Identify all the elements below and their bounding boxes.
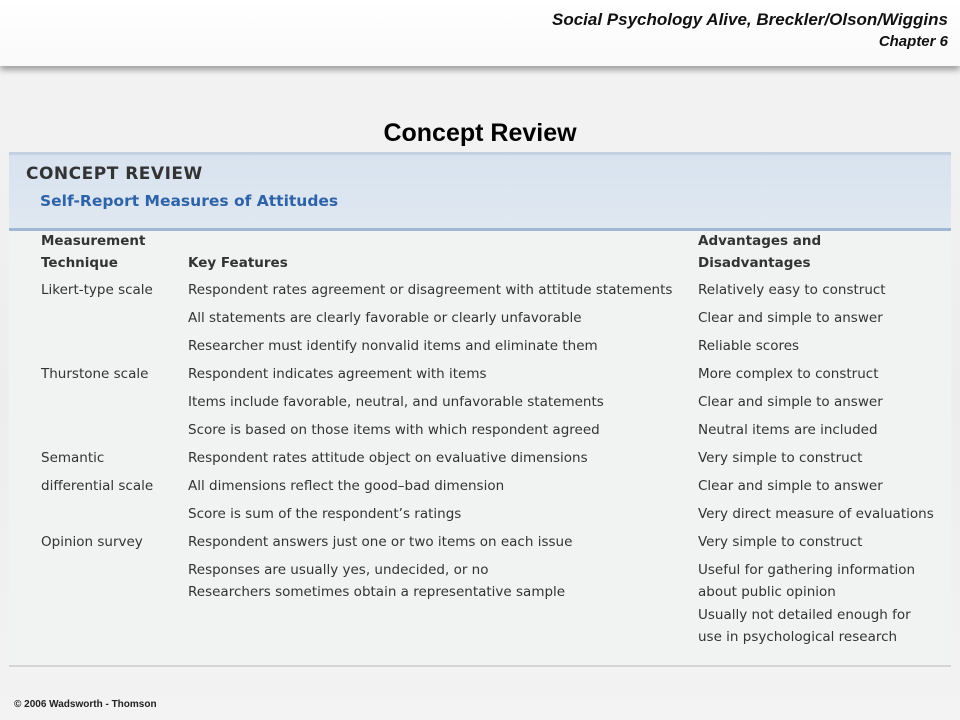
column-header-advantages-line2: Disadvantages bbox=[698, 255, 811, 271]
technique-cell: differential scale bbox=[41, 478, 154, 494]
panel-subheading: Self-Report Measures of Attitudes bbox=[40, 192, 339, 210]
feature-cell: Responses are usually yes, undecided, or no bbox=[188, 562, 489, 578]
advantage-cell: Clear and simple to answer bbox=[698, 310, 883, 326]
footer-divider bbox=[9, 665, 951, 667]
advantage-cell: Usually not detailed enough for bbox=[698, 607, 911, 623]
technique-cell: Likert-type scale bbox=[41, 282, 153, 298]
technique-cell: Thurstone scale bbox=[41, 366, 149, 382]
column-header-advantages bbox=[698, 230, 821, 274]
feature-cell: Respondent indicates agreement with items bbox=[188, 366, 487, 382]
advantage-cell: Very direct measure of evaluations bbox=[698, 506, 934, 522]
advantage-cell: Clear and simple to answer bbox=[698, 478, 883, 494]
panel-heading: CONCEPT REVIEW bbox=[26, 164, 203, 184]
feature-cell: Respondent answers just one or two items on each issue bbox=[188, 534, 573, 550]
copyright-notice: © 2006 Wadsworth - Thomson bbox=[14, 699, 157, 710]
column-header-technique bbox=[41, 230, 145, 274]
column-header-technique-line1: Measurement bbox=[41, 233, 146, 249]
column-header-features: Key Features bbox=[188, 255, 288, 271]
advantage-cell: Very simple to construct bbox=[698, 450, 863, 466]
advantage-cell: about public opinion bbox=[698, 584, 836, 600]
advantage-cell: use in psychological research bbox=[698, 629, 898, 645]
book-title: Social Psychology Alive, Breckler/Olson/Wiggins bbox=[551, 10, 948, 29]
feature-cell: Researcher must identify nonvalid items and eliminate them bbox=[188, 338, 598, 354]
feature-cell: Researchers sometimes obtain a representative sample bbox=[188, 584, 566, 600]
column-header-advantages-line1: Advantages and bbox=[698, 233, 822, 249]
feature-cell: All dimensions reflect the good–bad dimension bbox=[188, 478, 505, 494]
concept-review-panel bbox=[9, 152, 951, 665]
technique-cell: Semantic bbox=[41, 450, 105, 466]
feature-cell: All statements are clearly favorable or clearly unfavorable bbox=[188, 310, 582, 326]
panel-header bbox=[9, 152, 951, 228]
feature-cell: Respondent rates attitude object on evaluative dimensions bbox=[188, 450, 588, 466]
feature-cell: Respondent rates agreement or disagreement with attitude statements bbox=[188, 282, 673, 298]
advantage-cell: Relatively easy to construct bbox=[698, 282, 886, 298]
slide-title: Concept Review bbox=[383, 119, 577, 147]
advantage-cell: More complex to construct bbox=[698, 366, 879, 382]
advantage-cell: Useful for gathering information bbox=[698, 562, 916, 578]
advantage-cell: Very simple to construct bbox=[698, 534, 863, 550]
chapter-label: Chapter 6 bbox=[878, 33, 948, 50]
advantage-cell: Reliable scores bbox=[698, 338, 800, 354]
advantage-cell: Neutral items are included bbox=[698, 422, 878, 438]
advantage-cell: Clear and simple to answer bbox=[698, 394, 883, 410]
header-band bbox=[0, 0, 960, 66]
feature-cell: Score is sum of the respondent’s ratings bbox=[188, 506, 462, 522]
column-header-technique-line2: Technique bbox=[41, 255, 118, 271]
feature-cell: Items include favorable, neutral, and unfavorable statements bbox=[188, 394, 604, 410]
feature-cell: Score is based on those items with which respondent agreed bbox=[188, 422, 600, 438]
technique-cell: Opinion survey bbox=[41, 534, 143, 550]
